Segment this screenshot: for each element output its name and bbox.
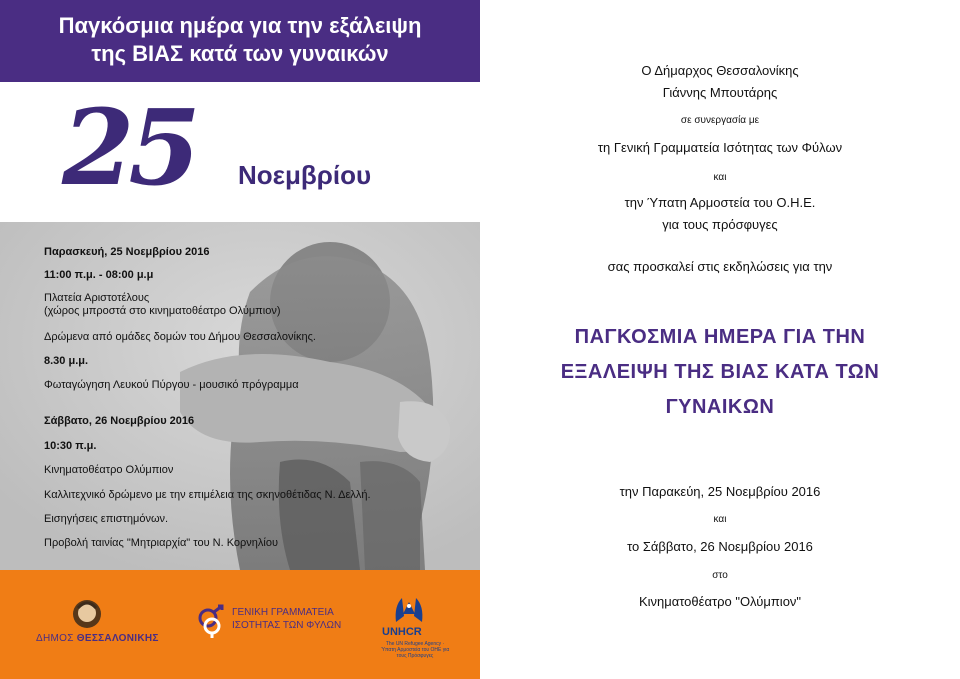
date-saturday: το Σάββατο, 26 Νοεμβρίου 2016	[627, 539, 813, 554]
unhcr-hands-logo-icon	[392, 592, 426, 624]
right-panel	[480, 0, 960, 679]
header-band	[0, 0, 480, 82]
unhcr-logo-subtext: The UN Refugee Agency · Ύπατη Αρμοστεία του ΟΗΕ για τους Πρόσφυγες	[380, 641, 450, 659]
day-number: 25	[62, 86, 195, 209]
header-line-1: Παγκόσμια ημέρα για την εξάλειψη	[58, 13, 422, 38]
and-text: και	[713, 172, 727, 183]
headline-line-1: ΠΑΓΚΟΣΜΙΑ ΗΜΕΡΑ ΓΙΑ ΤΗΝ	[574, 326, 866, 348]
schedule-event-2: Φωταγώγηση Λευκού Πύργου - μουσικό πρόγραμμα	[44, 379, 299, 391]
mayor-title: Ο Δήμαρχος Θεσσαλονίκης	[641, 63, 799, 78]
schedule-venue-1-note: (χώρος μπροστά στο κινηματοθέατρο Ολύμπιον)	[44, 305, 281, 317]
mayor-name: Γιάννης Μπουτάρης	[662, 85, 778, 100]
schedule-date-2: Σάββατο, 26 Νοεμβρίου 2016	[44, 415, 195, 427]
date-friday: την Παρακεύη, 25 Νοεμβρίου 2016	[619, 484, 821, 499]
header-line-2: της ΒΙΑΣ κατά των γυναικών	[91, 41, 389, 66]
headline-line-3: ΓΥΝΑΙΚΩΝ	[665, 396, 775, 418]
schedule-event-4: Εισηγήσεις επιστημόνων.	[44, 513, 169, 525]
schedule-event-5: Προβολή ταινίας "Μητριαρχία" του Ν. Κορνηλίου	[44, 537, 278, 549]
headline-line-2: ΕΞΑΛΕΙΨΗ ΤΗΣ ΒΙΑΣ ΚΑΤΑ ΤΩΝ	[560, 361, 880, 383]
ggif-logo-text: ΓΕΝΙΚΗ ΓΡΑΜΜΑΤΕΙΑ ΙΣΟΤΗΤΑΣ ΤΩΝ ΦΥΛΩΝ	[232, 607, 342, 631]
municipality-head-logo-icon	[70, 598, 104, 630]
schedule-date-1: Παρασκευή, 25 Νοεμβρίου 2016	[44, 246, 210, 258]
and-text-2: και	[713, 514, 727, 525]
venue-text: Κινηματοθέατρο "Ολύμπιον"	[638, 594, 802, 609]
gender-equality-symbol-icon	[194, 604, 228, 638]
schedule-venue-1: Πλατεία Αριστοτέλους	[44, 292, 150, 304]
partner-ggif: τη Γενική Γραμματεία Ισότητας των Φύλων	[597, 140, 843, 155]
partner-unhcr-line2: για τους πρόσφυγες	[662, 217, 778, 232]
schedule-event-1: Δρώμενα από ομάδες δομών του Δήμου Θεσσαλονίκης.	[44, 331, 316, 343]
schedule-time-3: 10:30 π.μ.	[44, 440, 97, 452]
month-label: Νοεμβρίου	[238, 160, 372, 190]
schedule-time-1: 11:00 π.μ. - 08:00 μ.μ	[44, 269, 154, 281]
invitation-text: σας προσκαλεί στις εκδηλώσεις για την	[607, 259, 833, 274]
unhcr-logo-text: UNHCR	[382, 626, 422, 638]
partner-unhcr: την Ύπατη Αρμοστεία του Ο.Η.Ε.	[624, 195, 816, 210]
in-cooperation-text: σε συνεργασία με	[680, 115, 760, 126]
at-text: στο	[712, 570, 728, 581]
schedule-venue-2: Κινηματοθέατρο Ολύμπιον	[44, 464, 174, 476]
schedule-event-3: Καλλιτεχνικό δρώμενο με την επιμέλεια της σκηνοθέτιδας Ν. Δελλή.	[44, 489, 371, 501]
schedule-time-2: 8.30 μ.μ.	[44, 355, 89, 367]
municipality-logo-text: ΔΗΜΟΣ ΘΕΣΣΑΛΟΝΙΚΗΣ	[36, 633, 159, 644]
